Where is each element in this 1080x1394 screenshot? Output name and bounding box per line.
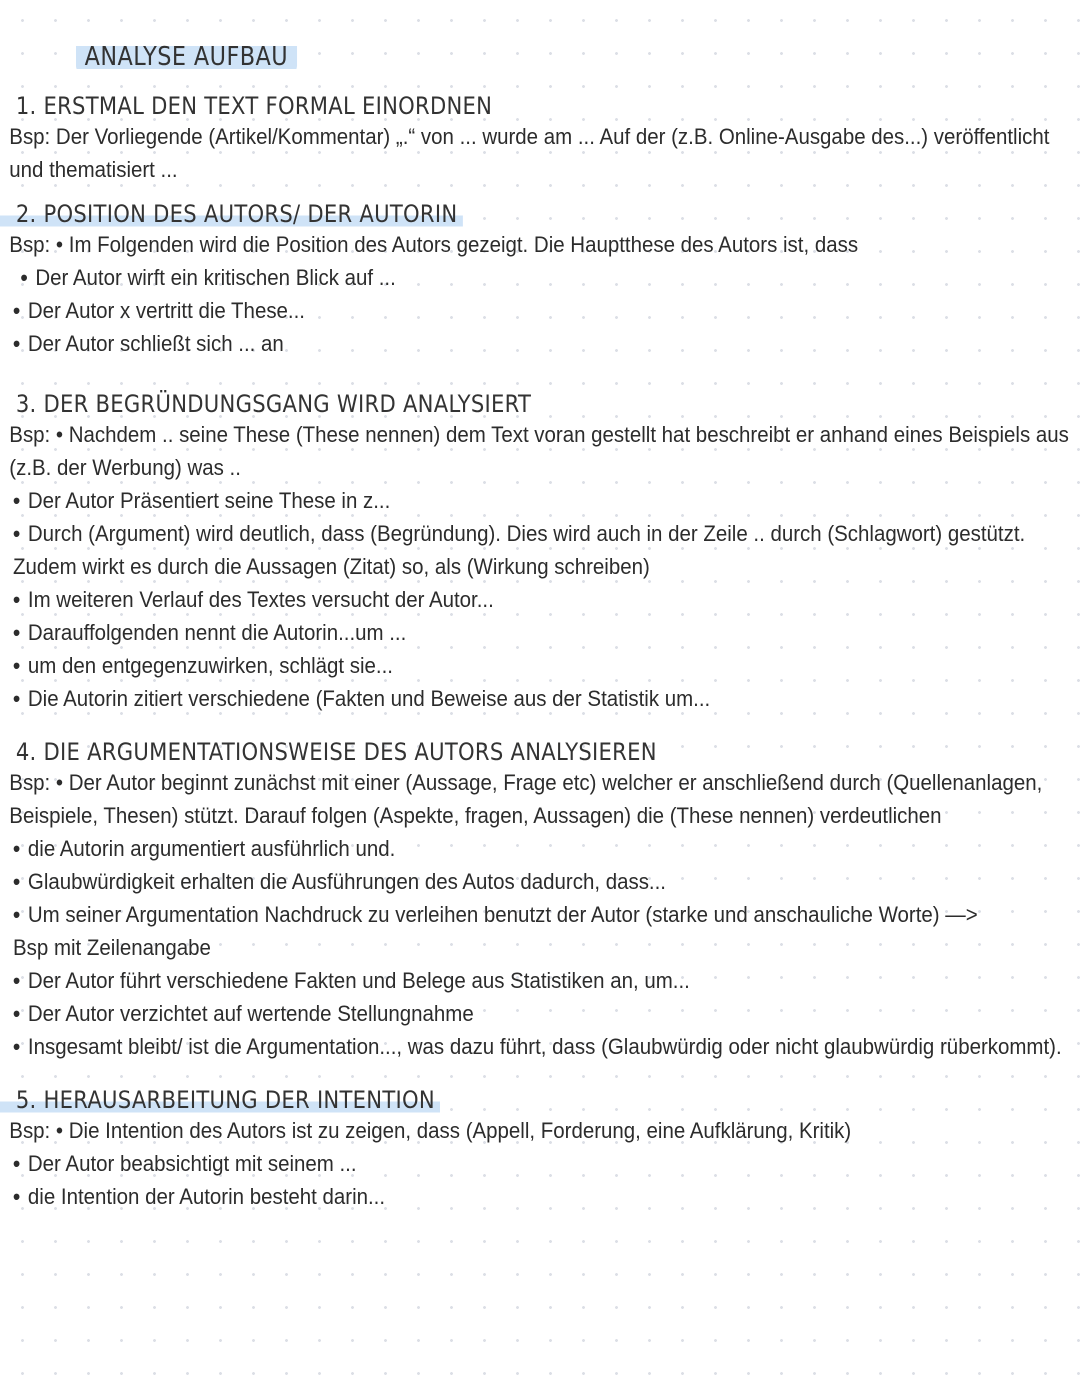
list-item: • Durch (Argument) wird deutlich, dass (Begründung). Dies wird auch in der Zeile .. durch (Schlagwort) gestützt. Zudem wirkt es durch die Aussagen (Zitat) so, als (Wirkung schreiben) — [0, 517, 1073, 583]
bullet-icon: • — [13, 653, 21, 678]
bullet-icon: • — [13, 968, 21, 993]
list-item: • Insgesamt bleibt/ ist die Argumentation..., was dazu führt, dass (Glaubwürdig oder nicht glaubwürdig rüberkommt). — [0, 1030, 1000, 1063]
section-example: Bsp: Der Vorliegende (Artikel/Kommentar) „.“ von ... wurde am ... Auf der (z.B. Online-Ausgabe des...) veröffentlicht und thematisiert ... — [9, 124, 1050, 182]
list-item: • Der Autor x vertritt die These... — [0, 294, 1000, 327]
list-item: • Der Autor wirft ein kritischen Blick auf ... — [0, 261, 1000, 294]
section-heading: 5. HERAUSARBEITUNG DER INTENTION — [0, 1086, 440, 1114]
bullet-icon: • — [13, 836, 21, 861]
section-heading: 1. ERSTMAL DEN TEXT FORMAL EINORDNEN — [15, 92, 493, 120]
section-5 — [0, 1086, 1075, 1213]
list-item: • Glaubwürdigkeit erhalten die Ausführungen des Autos dadurch, dass... — [0, 865, 1000, 898]
bullet-icon: • — [13, 869, 21, 894]
list-item: • Der Autor beabsichtigt mit seinem ... — [0, 1147, 1000, 1180]
section-1 — [0, 92, 1075, 186]
section-4 — [0, 738, 1075, 1063]
bullet-icon: • — [13, 1184, 21, 1209]
page-title: ANALYSE AUFBAU — [76, 40, 297, 72]
section-example: Bsp: • Im Folgenden wird die Position des Autors gezeigt. Die Hauptthese des Autors ist, dass — [9, 232, 859, 257]
bullet-icon: • — [13, 902, 21, 927]
bullet-icon: • — [13, 1001, 21, 1026]
list-item: • Der Autor schließt sich ... an — [0, 327, 1000, 360]
bullet-icon: • — [13, 1034, 21, 1059]
list-item: • Der Autor verzichtet auf wertende Stellungnahme — [0, 997, 1000, 1030]
bullet-icon: • — [13, 620, 21, 645]
section-example: Bsp: • Nachdem .. seine These (These nennen) dem Text voran gestellt hat beschreibt er anhand eines Beispiels aus (z.B. der Werbung) was .. — [9, 422, 1069, 480]
section-3 — [0, 390, 1075, 715]
section-heading: 3. DER BEGRÜNDUNGSGANG WIRD ANALYSIERT — [15, 390, 532, 418]
bullet-icon: • — [13, 1151, 21, 1176]
bullet-icon: • — [13, 587, 21, 612]
list-item: • um den entgegenzuwirken, schlägt sie... — [0, 649, 1000, 682]
section-example: Bsp: • Der Autor beginnt zunächst mit einer (Aussage, Frage etc) welcher er anschließend durch (Quellenanlagen, Beispiele, Thesen) stützt. Darauf folgen (Aspekte, fragen, Aussagen) die (These nennen) verdeutlichen — [9, 770, 1043, 828]
list-item: • Die Autorin zitiert verschiedene (Fakten und Beweise aus der Statistik um... — [0, 682, 1000, 715]
list-item: • Im weiteren Verlauf des Textes versucht der Autor... — [0, 583, 1000, 616]
bullet-icon: • — [13, 686, 21, 711]
list-item: • Der Autor führt verschiedene Fakten und Belege aus Statistiken an, um... — [0, 964, 1000, 997]
bullet-icon: • — [13, 488, 21, 513]
bullet-icon: • — [13, 521, 21, 546]
list-item: • die Autorin argumentiert ausführlich und. — [0, 832, 1000, 865]
list-item: • die Intention der Autorin besteht darin... — [0, 1180, 1000, 1213]
section-2 — [0, 200, 1075, 360]
section-heading: 4. DIE ARGUMENTATIONSWEISE DES AUTORS ANALYSIEREN — [15, 738, 657, 766]
list-item: • Der Autor Präsentiert seine These in z... — [0, 484, 1000, 517]
list-item: • Um seiner Argumentation Nachdruck zu verleihen benutzt der Autor (starke und anschauliche Worte) —> Bsp mit Zeilenangabe — [0, 898, 999, 964]
bullet-icon: • — [13, 331, 21, 356]
bullet-icon: • — [13, 298, 21, 323]
section-heading: 2. POSITION DES AUTORS/ DER AUTORIN — [0, 200, 463, 228]
bullet-icon: • — [20, 265, 28, 290]
list-item: • Darauffolgenden nennt die Autorin...um ... — [0, 616, 1000, 649]
section-example: Bsp: • Die Intention des Autors ist zu zeigen, dass (Appell, Forderung, eine Aufklärung, Kritik) — [9, 1118, 852, 1143]
